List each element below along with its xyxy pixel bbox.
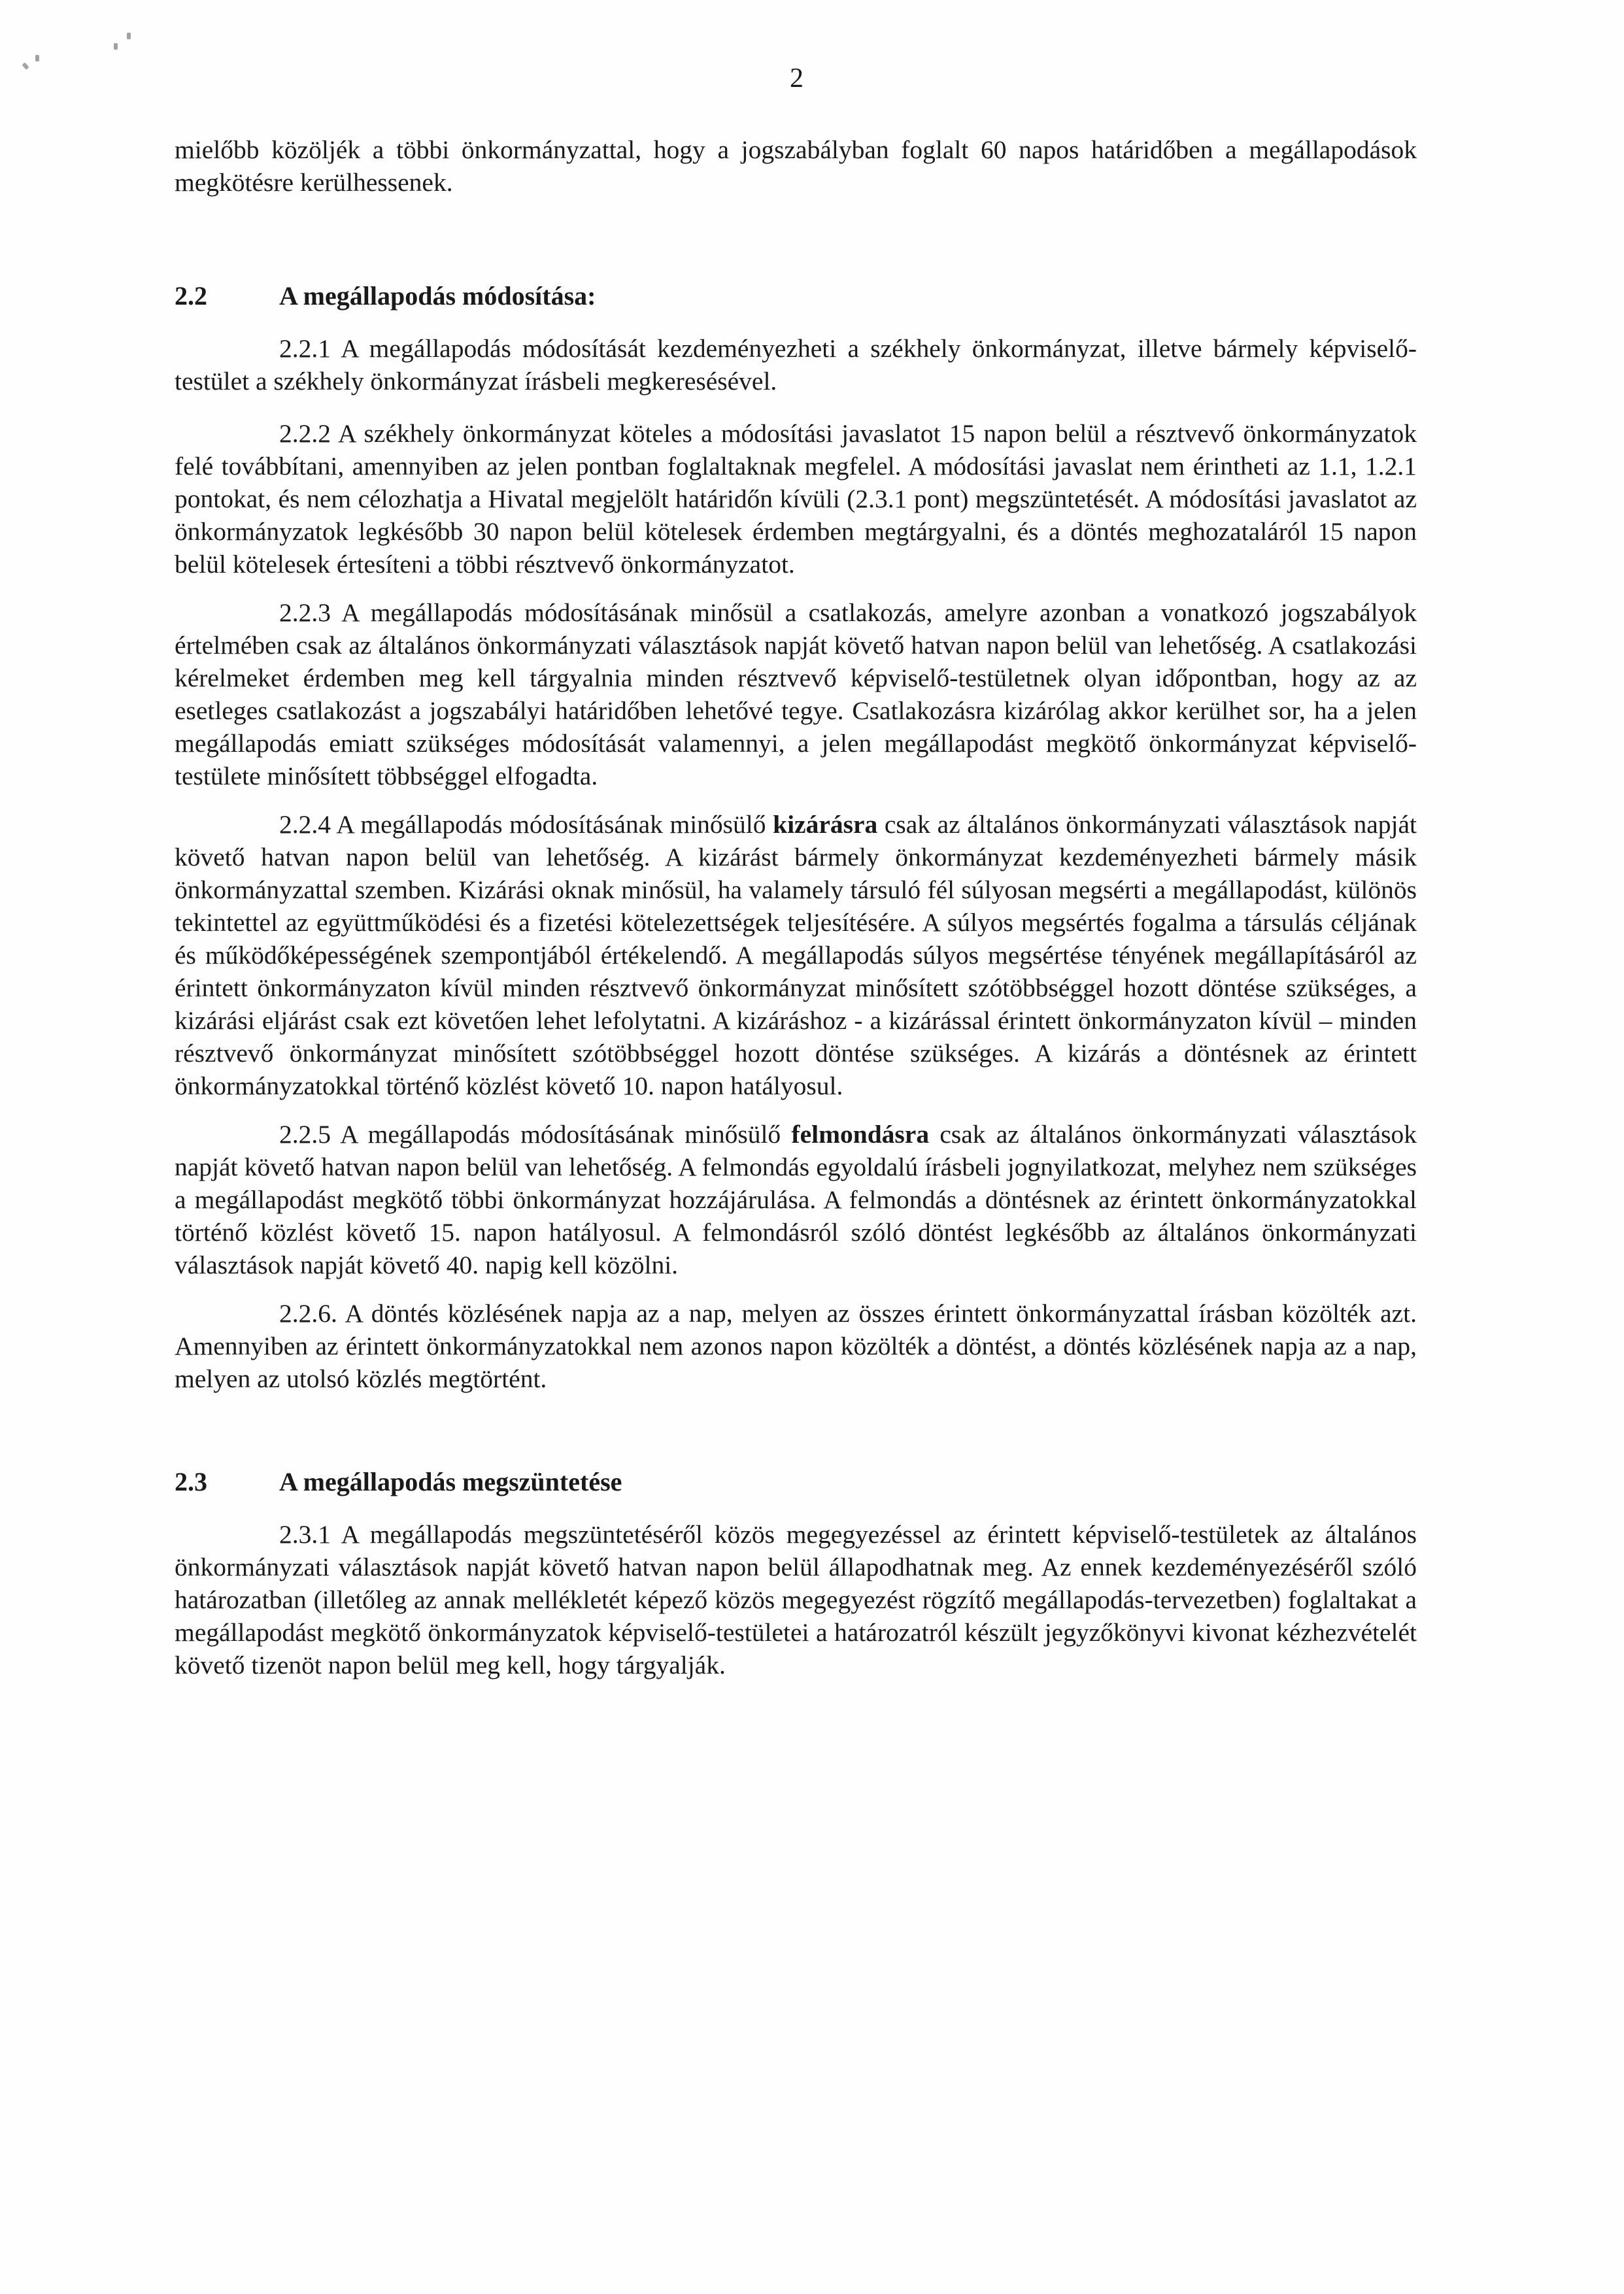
section-title: A megállapodás módosítása: <box>279 281 596 311</box>
paragraph-2-2-1: 2.2.1 A megállapodás módosítását kezdeményezheti a székhely önkormányzat, illetve bármely képviselő-testület a székhely önkormányzat írásbeli megkeresésével. <box>175 334 1417 396</box>
scan-artifact <box>127 33 131 39</box>
emphasis-kizarasra: kizárásra <box>773 810 878 839</box>
scan-artifact <box>114 43 118 50</box>
paragraph-2-2-6: 2.2.6. A döntés közlésének napja az a nap, melyen az összes érintett önkormányzattal írásban közölték azt. Amennyiben az érintett önkormányzatokkal nem azonos napon közölték a döntést, a döntés közlésének napja az a nap, melyen az utolsó közlés megtörtént. <box>175 1299 1417 1393</box>
paragraph-2-2-5 <box>175 1118 1417 1281</box>
paragraph-2-2-3: 2.2.3 A megállapodás módosításának minősül a csatlakozás, amelyre azonban a vonatkozó jogszabályok értelmében csak az általános önkormányzati választások napját követő hatvan napon belül van lehetőség. A csatlakozási kérelmeket érdemben meg kell tárgyalnia minden résztvevő képviselő-testületnek olyan időpontban, hogy az az esetleges csatlakozást a jogszabályi határidőben lehetővé tegye. Csatlakozásra kizárólag akkor kerülhet sor, ha a jelen megállapodás emiatt szükséges módosítását valamennyi, a jelen megállapodást megkötő önkormányzat képviselő-testülete minősített többséggel elfogadta. <box>175 598 1417 790</box>
intro-paragraph: mielőbb közöljék a többi önkormányzattal, hogy a jogszabályban foglalt 60 napos határidőben a megállapodások megkötésre kerülhessenek. <box>175 135 1417 197</box>
section-heading-2-2 <box>175 280 1417 312</box>
paragraph-2-2-2: 2.2.2 A székhely önkormányzat köteles a módosítási javaslatot 15 napon belül a résztvevő önkormányzatok felé továbbítani, amennyiben az jelen pontban foglaltaknak megfelel. A módosítási javaslat nem érintheti az 1.1, 1.2.1 pontokat, és nem célozhatja a Hivatal megjelölt határidőn kívüli (2.3.1 pont) megszüntetését. A módosítási javaslatot az önkormányzatok legkésőbb 30 napon belül kötelesek érdemben megtárgyalni, és a döntés meghozataláról 15 napon belül kötelesek értesíteni a többi résztvevő önkormányzatot. <box>175 419 1417 579</box>
paragraph-text: csak az általános önkormányzati választások napját követő hatvan napon belül van lehetőség. A felmondás egyoldalú írásbeli jognyilatkozat, melyhez nem szükséges a megállapodást megkötő többi önkormányzat hozzájárulása. A felmondás a döntésnek az érintett önkormányzatokkal történő közlést követő 15. napon hatályosul. A felmondásról szóló döntést legkésőbb az általános önkormányzati választások napját követő 40. napig kell közölni. <box>175 1120 1417 1279</box>
paragraph-text: 2.2.4 A megállapodás módosításának minősülő <box>279 810 773 839</box>
paragraph-text: csak az általános önkormányzati választások napját követő hatvan napon belül van lehetőség. A kizárást bármely önkormányzat kezdeményezheti bármely másik önkormányzattal szemben. Kizárási oknak minősül, ha valamely társuló fél súlyosan megsérti a megállapodást, különös tekintettel az együttműködési és a fizetési kötelezettségek teljesítésére. A súlyos megsértés fogalma a társulás céljának és működőképességének szempontjából értékelendő. A megállapodás súlyos megsértése tényének megállapításáról az érintett önkormányzaton kívül minden résztvevő önkormányzat minősített szótöbbséggel hozott döntése szükséges, a kizárási eljárást csak ezt követően lehet lefolytatni. A kizáráshoz - a kizárással érintett önkormányzaton kívül – minden résztvevő önkormányzat minősített szótöbbséggel hozott döntése szükséges. A kizárás a döntésnek az érintett önkormányzatokkal történő közlést követő 10. napon hatályosul. <box>175 810 1417 1100</box>
section-heading-2-3 <box>175 1466 1417 1498</box>
paragraph-2-3-1: 2.3.1 A megállapodás megszüntetéséről közös megegyezéssel az érintett képviselő-testületek az általános önkormányzati választások napját követő hatvan napon belül állapodhatnak meg. Az ennek kezdeményezéséről szóló határozatban (illetőleg az annak mellékletét képező közös megegyezést rögzítő megállapodás-tervezetben) foglaltakat a megállapodást megkötő önkormányzatok képviselő-testületei a határozatról készült jegyzőkönyvi kivonat kézhezvételét követő tizenöt napon belül meg kell, hogy tárgyalják. <box>175 1520 1417 1679</box>
scan-artifact <box>35 55 39 61</box>
emphasis-felmondasra: felmondásra <box>791 1120 930 1149</box>
section-number: 2.2 <box>175 281 207 311</box>
paragraph-text: 2.2.5 A megállapodás módosításának minősülő <box>279 1120 792 1149</box>
section-title: A megállapodás megszüntetése <box>279 1467 622 1496</box>
page-number: 2 <box>790 63 804 93</box>
section-number: 2.3 <box>175 1467 207 1496</box>
paragraph-2-2-4 <box>175 808 1417 1102</box>
document-body <box>175 133 1417 1681</box>
scan-artifact <box>22 62 29 70</box>
